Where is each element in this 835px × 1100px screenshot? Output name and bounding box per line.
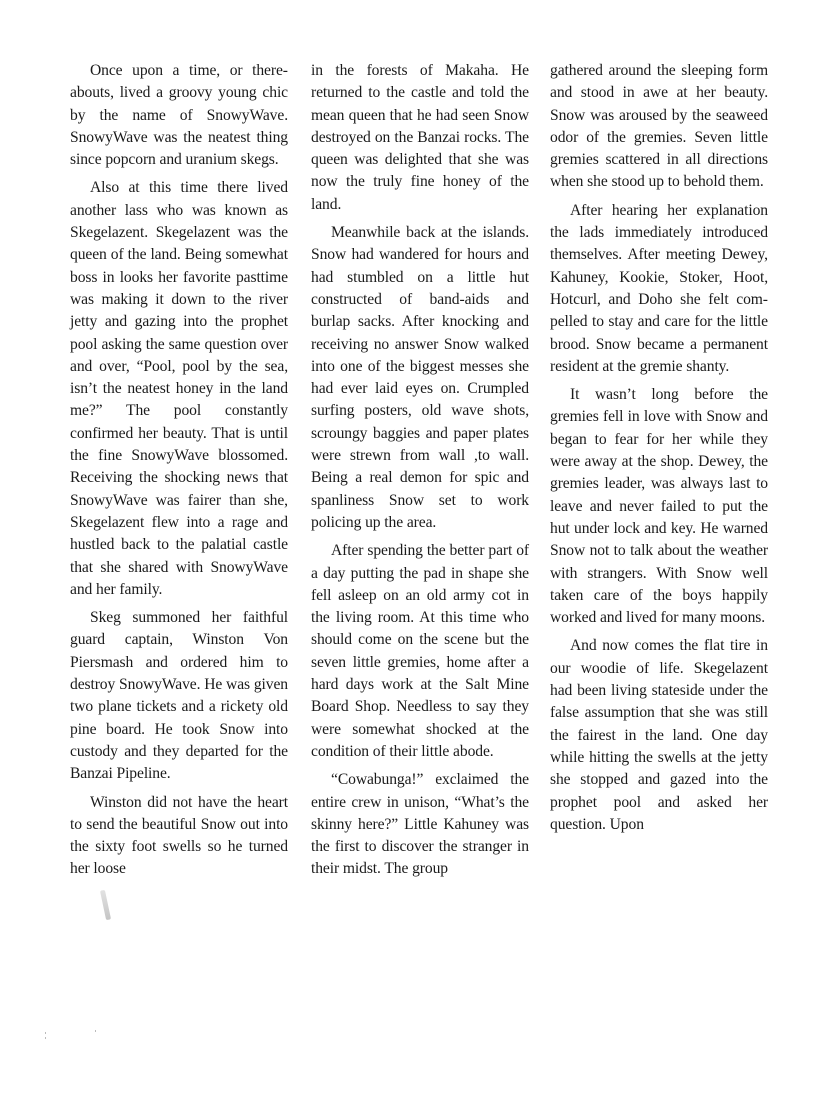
speck xyxy=(45,1037,46,1039)
speck xyxy=(95,1030,96,1032)
paragraph: After spending the better part of a day putting the pad in shape she fell asleep on an old army cot in the living room. At this time who should come on the scene but the seven little gremies, home after a hard days work at the Salt Mine Board Shop. Needless to say they were somewhat shocked at the condition of their little abode. xyxy=(311,542,529,760)
paragraph: Skeg summoned her faithful guard captain, Winston Von Piersmash and ordered him to destroy SnowyWave. He was given two plane tickets and a rickety old pine board. He took Snow into custody and they departed for the Banzai Pipeline. xyxy=(70,609,288,783)
speck xyxy=(45,1032,46,1034)
paragraph: After hearing her explanation the lads immediately introduced themselves. After meeting Dewey, Kahuney, Kookie, Stoker, Hoot, Hotcurl, and Doho she felt compelled to stay and care for the little brood. Snow became a permanent resident at the gremie shanty. xyxy=(550,201,768,375)
paragraph: Also at this time there lived another lass who was known as Skegelazent. Skegelazent was the queen of the land. Being somewhat boss in looks her favorite pasttime was making it down to the river jetty and gazing into the prophet pool asking the same question over and over, “Pool, pool by the sea, isn’t the neatest honey in the land me?” The pool constantly confirmed her beauty. That is until the fine SnowyWave blossomed. Receiving the shocking news that SnowyWave was fairer than she, Skegelazent flew into a rage and hustled back to the palatial castle that she shared with SnowyWave and her family. xyxy=(70,179,288,598)
scan-artifact xyxy=(100,890,111,920)
paragraph-continued: gathered around the sleeping form and stood in awe at her beauty. Snow was aroused by the seaweed odor of the gremies. Seven little gremies scattered in all directions when she stood up to behold them. xyxy=(550,62,768,191)
paragraph-continued: in the forests of Makaha. He returned to the castle and told the mean queen that he had seen Snow destroyed on the Banzai rocks. The queen was delighted that she was now the truly fine honey of the land. xyxy=(311,62,529,213)
paragraph: “Cowabunga!” exclaimed the entire crew in unison, “What’s the skinny here?” Little Kahuney was the first to discover the stranger in their midst. The group xyxy=(311,771,529,878)
text-column-2 xyxy=(311,60,529,887)
paragraph: And now comes the flat tire in our woodie of life. Skegelazent had been living stateside under the false assumption that she was still the fairest in the land. One day while hitting the swells at the jetty she stopped and gazed into the prophet pool and asked her question. Upon xyxy=(550,637,768,833)
paragraph: Winston did not have the heart to send the beautiful Snow out into the sixty foot swells so he turned her loose xyxy=(70,793,288,878)
text-column-3 xyxy=(550,60,768,842)
paragraph: Meanwhile back at the islands. Snow had wandered for hours and had stumbled on a little hut constructed of band-aids and burlap sacks. After knocking and receiving no answer Snow walked into one of the biggest messes she had ever laid eyes on. Crumpled surfing posters, old wave shots, scroungy baggies and paper plates were strewn from wall ,to wall. Being a real demon for spic and spanliness Snow set to work policing up the area. xyxy=(311,224,529,531)
scan-specks xyxy=(45,1030,105,1042)
paragraph: It wasn’t long before the gremies fell in love with Snow and began to fear for her while they were away at the shop. Dewey, the gremies leader, was always last to leave and never failed to put the hut under lock and key. He warned Snow not to talk about the weather with strangers. With Snow well taken care of the boys happily worked and lived for many moons. xyxy=(550,386,768,627)
paragraph: Once upon a time, or thereabouts, lived a groovy young chic by the name of SnowyWave. SnowyWave was the neatest thing since popcorn and uranium skegs. xyxy=(70,62,288,169)
text-column-1 xyxy=(70,60,288,887)
